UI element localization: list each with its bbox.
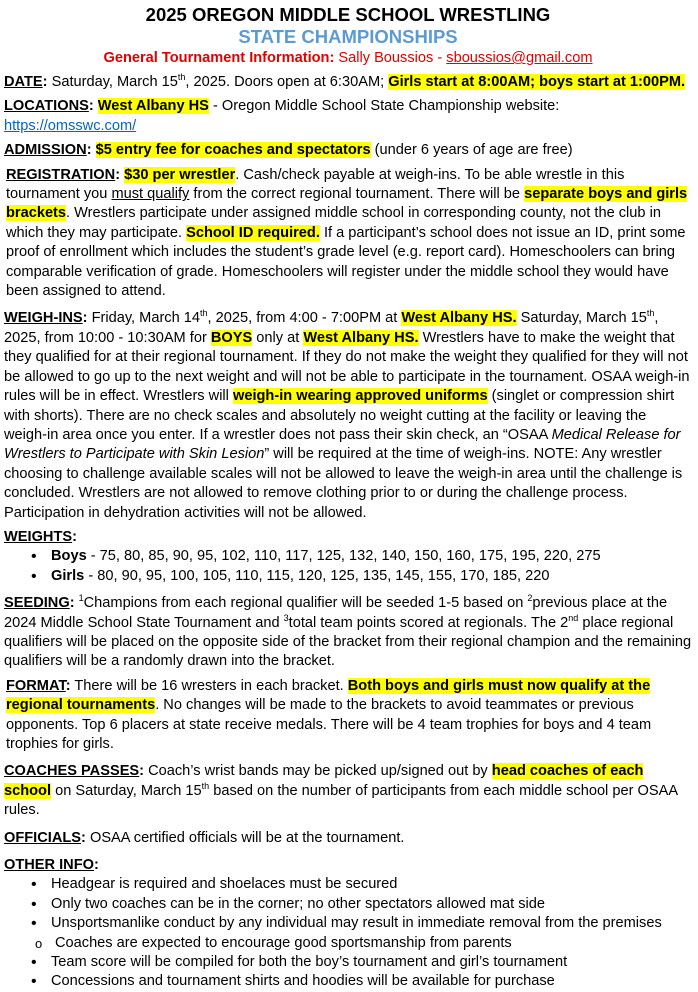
- registration-text-1: . Cash/check payable at weigh-ins. To be able wrestle in this tournament you: [6, 166, 625, 203]
- locations-heading: LOCATIONS: [4, 98, 89, 115]
- document-title: 2025 OREGON MIDDLE SCHOOL WRESTLING: [145, 4, 551, 25]
- venue-highlight: West Albany HS: [97, 98, 209, 115]
- date-text: Saturday, March 15: [51, 74, 178, 90]
- weighins-sup-1: th: [200, 308, 208, 319]
- admission-text: (under 6 years of age are free): [374, 142, 573, 159]
- must-qualify-text: must qualify: [111, 186, 190, 203]
- registration-text-3: . Wrestlers participate under assigned middle school in corresponding county, not the club in which they may participate.: [6, 205, 661, 241]
- format-text-2: . No changes will be made to the brackets to avoid teammates or previous opponents. Top 6 placers at state receive medals. There will be 4 team trophies for boys and 4 team trophies for girls.: [6, 697, 652, 752]
- other-info-heading-line: OTHER INFO:: [4, 857, 99, 874]
- admission-heading: ADMISSION: [4, 142, 87, 159]
- seeding-text-2: previous place at the 2024 Middle School State Tournament and: [4, 595, 668, 631]
- other-info-list-continued: [4, 953, 692, 992]
- skin-lesion-form-title: Medical Release for Wrestlers to Participate with Skin Lesion: [4, 426, 681, 463]
- list-item: • Unsportsmanlike conduct by any individual may result in immediate removal from the premises: [51, 914, 692, 933]
- format-heading: FORMAT: [6, 677, 66, 694]
- seeding-text-1: Champions from each regional qualifier will be seeded 1-5 based on: [83, 595, 524, 612]
- contact-line: [4, 48, 692, 68]
- admission-fee-highlight: $5 entry fee for coaches and spectators: [95, 142, 371, 159]
- registration-fee-highlight: $30 per wrestler: [124, 166, 236, 183]
- qualify-highlight: Both boys and girls must now qualify at the regional tournaments: [6, 677, 651, 714]
- coaches-text-3: based on the number of participants from each middle school per OSAA rules.: [4, 782, 678, 819]
- list-item: • Concessions and tournament shirts and hoodies will be available for purchase: [51, 972, 692, 991]
- registration-section: REGISTRATION: $30 per wrestler. Cash/check payable at weigh-ins. To be able wrestle in this tournament you must qualify from the correct regional tournament. There will be separate boys and girls brackets. Wrestlers participate under assigned middle school in corresponding county, not the club in which they may participate. School ID required. If a participant’s school does not issue an ID, print some proof of enrollment which includes the student’s grade level (e.g. report card). Homeschoolers can bring comparable verification of grade. Homeschoolers will register under the middle school they would have been assigned to attend.: [6, 166, 688, 300]
- coaches-sup: th: [201, 780, 210, 791]
- other-info-heading: OTHER INFO: [4, 857, 94, 874]
- date-text-2: , 2025. Doors open at 6:30AM;: [185, 74, 385, 90]
- seeding-text-4: place regional qualifiers will be placed on the opposite side of the bracket from their regional champion and the remaining qualifiers will be a randomly drawn into the bracket.: [4, 614, 692, 670]
- weighin-venue-highlight-2: West Albany HS.: [303, 329, 419, 346]
- list-item: [51, 567, 692, 586]
- officials-section: OFFICIALS: OSAA certified officials will be at the tournament.: [4, 829, 405, 846]
- other-info-sublist: [4, 934, 692, 953]
- school-id-highlight: School ID required.: [186, 224, 320, 241]
- contact-name: Sally Boussios -: [338, 50, 443, 66]
- locations-text: - Oregon Middle School State Championship website:: [212, 98, 560, 115]
- list-item: • Headgear is required and shoelaces must be secured: [51, 875, 692, 894]
- separate-brackets-highlight: separate boys and girls brackets: [6, 186, 688, 222]
- format-text-1: There will be 16 wresters in each bracket.: [74, 677, 344, 694]
- list-item: • Only two coaches can be in the corner; no other spectators allowed mat side: [51, 895, 692, 914]
- seeding-sup-4: nd: [568, 612, 579, 623]
- coaches-heading: COACHES PASSES: [4, 763, 140, 780]
- seeding-heading: SEEDING: [4, 595, 70, 612]
- website-link[interactable]: https://omsswc.com/: [4, 117, 137, 134]
- weights-heading: WEIGHTS: [4, 528, 73, 545]
- boys-weights: - 75, 80, 85, 90, 95, 102, 110, 117, 125, 132, 140, 150, 160, 175, 195, 220, 275: [90, 548, 601, 565]
- girls-weights: - 80, 90, 95, 100, 105, 110, 115, 120, 125, 135, 145, 155, 170, 185, 220: [88, 567, 550, 584]
- weighins-sup-2: th: [646, 308, 655, 319]
- list-item: o Coaches are expected to encourage good sportsmanship from parents: [55, 934, 692, 953]
- document-subtitle: STATE CHAMPIONSHIPS: [238, 26, 458, 47]
- registration-heading: REGISTRATION: [6, 166, 116, 183]
- officials-text: OSAA certified officials will be at the tournament.: [89, 829, 405, 846]
- registration-text-4: If a participant’s school does not issue an ID, print some proof of enrollment which includes the student’s grade level (e.g. report card). Homeschoolers can bring comparable verification of grade. Homeschoolers will register under the middle school they would have been assigned to attend.: [6, 224, 686, 300]
- weighins-section: WEIGH-INS: Friday, March 14th, 2025, from 4:00 - 7:00PM at West Albany HS. Saturday, March 15th, 2025, from 10:00 - 10:30AM for BOYS only at West Albany HS. Wrestlers have to make the weight that they qualified for at their regional tournament. If they do not make the weight they qualified for they will not be allowed to go up to the next weight and will not be able to participate in the tournament. OSAA weigh-in rules will be in effect. Wrestlers will weigh-in wearing approved uniforms (singlet or compression shirt with shorts). There are no check scales and absolutely no weight cutting at the facility or leaving the weigh-in area once you enter. If a wrestler does not pass their skin check, an “OSAA Medical Release for Wrestlers to Participate with Skin Lesion” will be required at the time of weigh-ins. NOTE: Any wrestler choosing to challenge available scales will not be allowed to leave the weigh-in area until the challenge is concluded. Wrestlers are not allowed to remove clothing prior to or during the challenge process. Participation in dehydration activities will not be allowed.: [4, 308, 690, 521]
- coaches-text-2: on Saturday, March 15: [55, 782, 202, 799]
- other-info-list: [4, 875, 692, 933]
- coaches-section: COACHES PASSES: Coach’s wrist bands may be picked up/signed out by head coaches of each school on Saturday, March 15th based on the number of participants from each middle school per OSAA rules.: [4, 763, 678, 819]
- admission-section: ADMISSION: $5 entry fee for coaches and spectators (under 6 years of age are free): [4, 142, 573, 159]
- weights-heading-line: WEIGHTS:: [4, 528, 77, 545]
- contact-email-link[interactable]: sboussios@gmail.com: [446, 50, 593, 66]
- head-coaches-highlight: head coaches of each school: [4, 763, 644, 799]
- seeding-sup-3: 3: [283, 612, 289, 623]
- date-heading: DATE: [4, 74, 43, 90]
- weighins-text-5: only at: [256, 329, 300, 346]
- date-section: DATE: Saturday, March 15th, 2025. Doors open at 6:30AM; Girls start at 8:00AM; boys start at 1:00PM.: [4, 72, 686, 90]
- seeding-section: SEEDING: $^1$Champions from each regional qualifier will be seeded 1-5 based on $^2$previous place at the 2024 Middle School State Tournament and $^3$total team points scored at regionals. The 2nd place regional qualifiers will be placed on the opposite side of the bracket from their regional champion and the remaining qualifiers will be a randomly drawn into the bracket.: [4, 593, 692, 670]
- contact-label: General Tournament Information:: [103, 50, 335, 66]
- weighins-text-2: , 2025, from 4:00 - 7:00PM at: [207, 310, 398, 327]
- weights-list: [4, 547, 692, 586]
- list-item: • Team score will be compiled for both the boy’s tournament and girl’s tournament: [51, 953, 692, 972]
- weighins-text-4: , 2025, from 10:00 - 10:30AM for: [4, 310, 659, 346]
- officials-heading: OFFICIALS: [4, 829, 82, 846]
- weighins-text-3: Saturday, March 15: [516, 310, 647, 327]
- seeding-text-3: total team points scored at regionals. The 2: [288, 614, 569, 631]
- coaches-text-1: Coach’s wrist bands may be picked up/signed out by: [148, 763, 488, 780]
- list-item: [51, 547, 692, 566]
- locations-section: LOCATIONS: West Albany HS - Oregon Middle School State Championship website: https://omsswc.com/: [4, 98, 560, 134]
- uniform-highlight: weigh-in wearing approved uniforms: [232, 388, 488, 405]
- date-sup: th: [177, 72, 186, 83]
- seeding-sup-2: 2: [527, 593, 533, 604]
- start-times-highlight: Girls start at 8:00AM; boys start at 1:00PM.: [388, 74, 686, 90]
- format-section: FORMAT: There will be 16 wresters in each bracket. Both boys and girls must now qualify at the regional tournaments. No changes will be made to the brackets to avoid teammates or previous opponents. Top 6 placers at state receive medals. There will be 4 team trophies for boys and 4 team trophies for girls.: [6, 677, 652, 752]
- boys-label: Boys: [51, 548, 87, 565]
- weighins-text-6: Wrestlers have to make the weight that they qualified for at their regional tournament. If they do not make the weight they qualified for they will not be allowed to go up to the next weight and will not be able to participate in the tournament. OSAA weigh-in rules will be in effect. Wrestlers will: [4, 329, 690, 405]
- weighins-text-8: ” will be required at the time of weigh-ins. NOTE: Any wrestler choosing to challenge available scales will not be allowed to leave the weigh-in area until the challenge is concluded. Wrestlers are not allowed to remove clothing prior to or during the challenge process. Participation in dehydration activities will not be allowed.: [4, 446, 683, 521]
- boys-highlight: BOYS: [210, 329, 253, 346]
- weighins-text-1: Friday, March 14: [91, 310, 200, 327]
- weighin-venue-highlight-1: West Albany HS.: [401, 310, 517, 327]
- registration-text-2: from the correct regional tournament. There will be: [193, 186, 521, 203]
- girls-label: Girls: [51, 567, 85, 584]
- weighins-heading: WEIGH-INS: [4, 310, 83, 327]
- seeding-sup-1: 1: [78, 593, 84, 604]
- weighins-text-7: (singlet or compression shirt with shorts). There are no check scales and absolutely no weight cutting at the facility or leaving the weigh-in area once you enter. If a wrestler does not pass their skin check, an “OSAA: [4, 388, 675, 443]
